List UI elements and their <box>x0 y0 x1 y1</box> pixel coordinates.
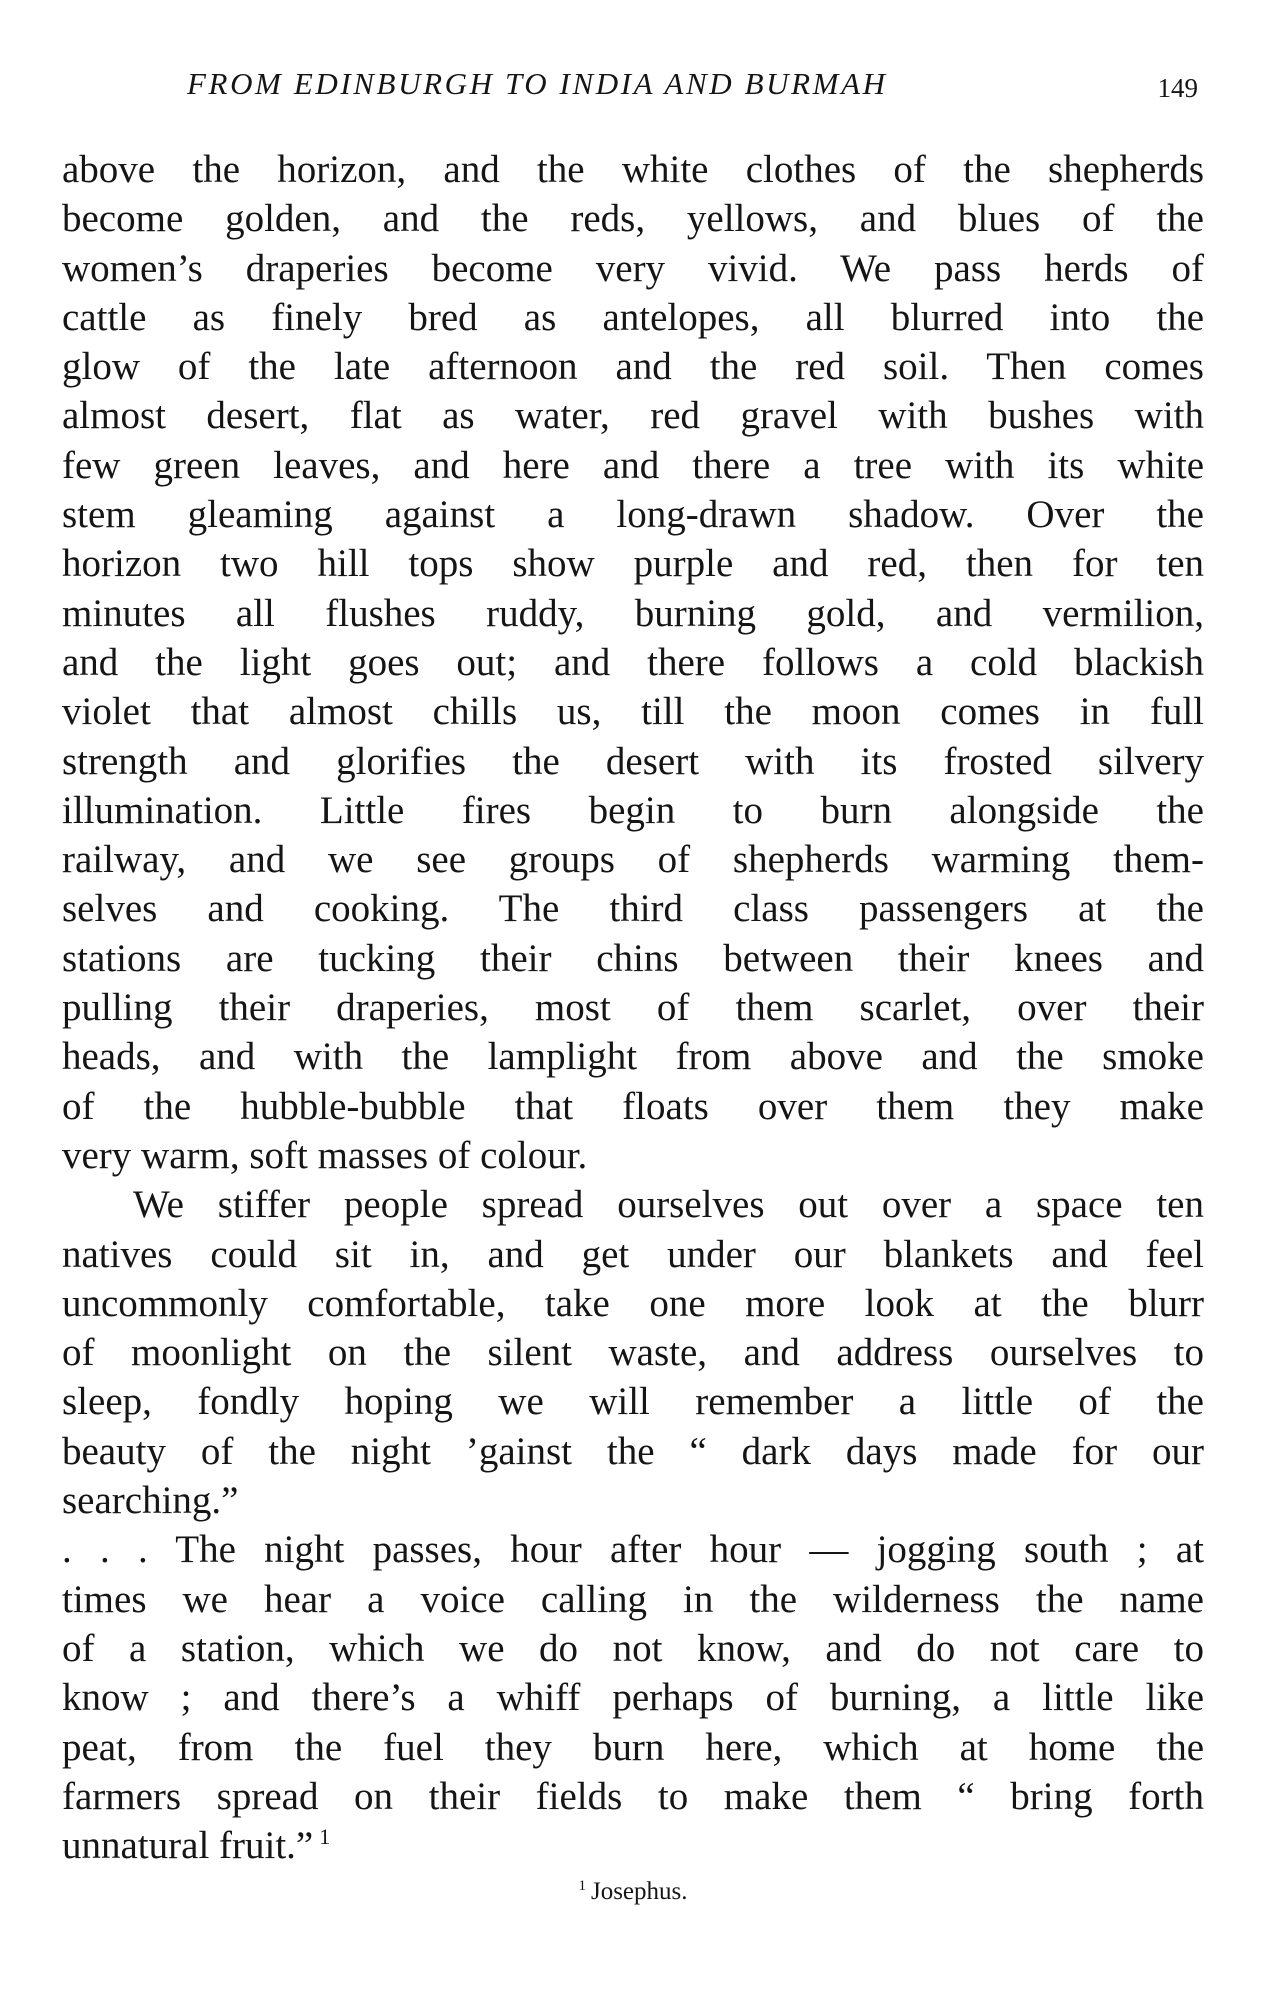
text-line: glow of the late afternoon and the red soil. Then comes <box>62 345 1204 389</box>
text-line: almost desert, flat as water, red gravel with bushes with <box>62 394 1204 438</box>
text-line: of a station, which we do not know, and do not care to <box>62 1626 1204 1670</box>
text-line: farmers spread on their fields to make them “ bring forth <box>62 1774 1204 1818</box>
text-line: pulling their draperies, most of them scarlet, over their <box>62 986 1204 1030</box>
text-line: of the hubble-bubble that floats over them they make <box>62 1084 1204 1128</box>
text-line: of moonlight on the silent waste, and address ourselves to <box>62 1331 1204 1375</box>
text-line: times we hear a voice calling in the wilderness the name <box>62 1577 1204 1621</box>
book-page <box>62 0 1204 2011</box>
text-line: sleep, fondly hoping we will remember a little of the <box>62 1380 1204 1424</box>
text-line: above the horizon, and the white clothes of the shepherds <box>62 148 1204 191</box>
text-line: uncommonly comfortable, take one more look at the blurr <box>62 1281 1204 1325</box>
text-line: beauty of the night ’gainst the “ dark days made for our <box>62 1429 1204 1473</box>
text-line-with-footnote <box>62 1821 1204 1870</box>
footnote <box>62 1875 1204 1909</box>
text-line: cattle as finely bred as antelopes, all blurred into the <box>62 295 1204 339</box>
text-line: unnatural fruit.” <box>62 1824 314 1868</box>
text-line: natives could sit in, and get under our blankets and feel <box>62 1232 1204 1276</box>
text-line: peat, from the fuel they burn here, which at home the <box>62 1725 1204 1769</box>
text-line: know ; and there’s a whiff perhaps of burning, a little like <box>62 1676 1204 1720</box>
text-line: very warm, soft masses of colour. <box>62 1133 588 1177</box>
text-line: minutes all flushes ruddy, burning gold, and vermilion, <box>62 591 1204 635</box>
text-line: violet that almost chills us, till the moon comes in full <box>62 690 1204 734</box>
text-line: stem gleaming against a long-drawn shadow. Over the <box>62 493 1204 537</box>
body-text <box>62 145 1204 1870</box>
text-line: and the light goes out; and there follows a cold blackish <box>62 640 1204 684</box>
page-number: 149 <box>1157 73 1198 103</box>
text-line: searching.” <box>62 1479 239 1523</box>
footnote-mark: 1 <box>578 1878 586 1894</box>
page-header <box>62 64 1204 114</box>
text-line: selves and cooking. The third class passengers at the <box>62 887 1204 931</box>
text-line: women’s draperies become very vivid. We pass herds of <box>62 246 1204 290</box>
text-line: stations are tucking their chins between their knees and <box>62 936 1204 980</box>
text-line: few green leaves, and here and there a tree with its white <box>62 443 1204 487</box>
footnote-text: Josephus. <box>590 1878 688 1905</box>
text-line: railway, and we see groups of shepherds warming them- <box>62 838 1204 882</box>
running-title: FROM EDINBURGH TO INDIA AND BURMAH <box>187 66 888 101</box>
text-line: illumination. Little fires begin to burn alongside the <box>62 788 1204 832</box>
text-line: become golden, and the reds, yellows, and blues of the <box>62 197 1204 241</box>
text-line: We stiffer people spread ourselves out over a space ten <box>133 1183 1204 1227</box>
text-line: horizon two hill tops show purple and red, then for ten <box>62 542 1204 586</box>
text-line: heads, and with the lamplight from above and the smoke <box>62 1035 1204 1079</box>
text-line: strength and glorifies the desert with its frosted silvery <box>62 739 1204 783</box>
text-line: . . . The night passes, hour after hour — jogging south ; at <box>62 1528 1204 1572</box>
footnote-reference: 1 <box>319 1824 331 1850</box>
